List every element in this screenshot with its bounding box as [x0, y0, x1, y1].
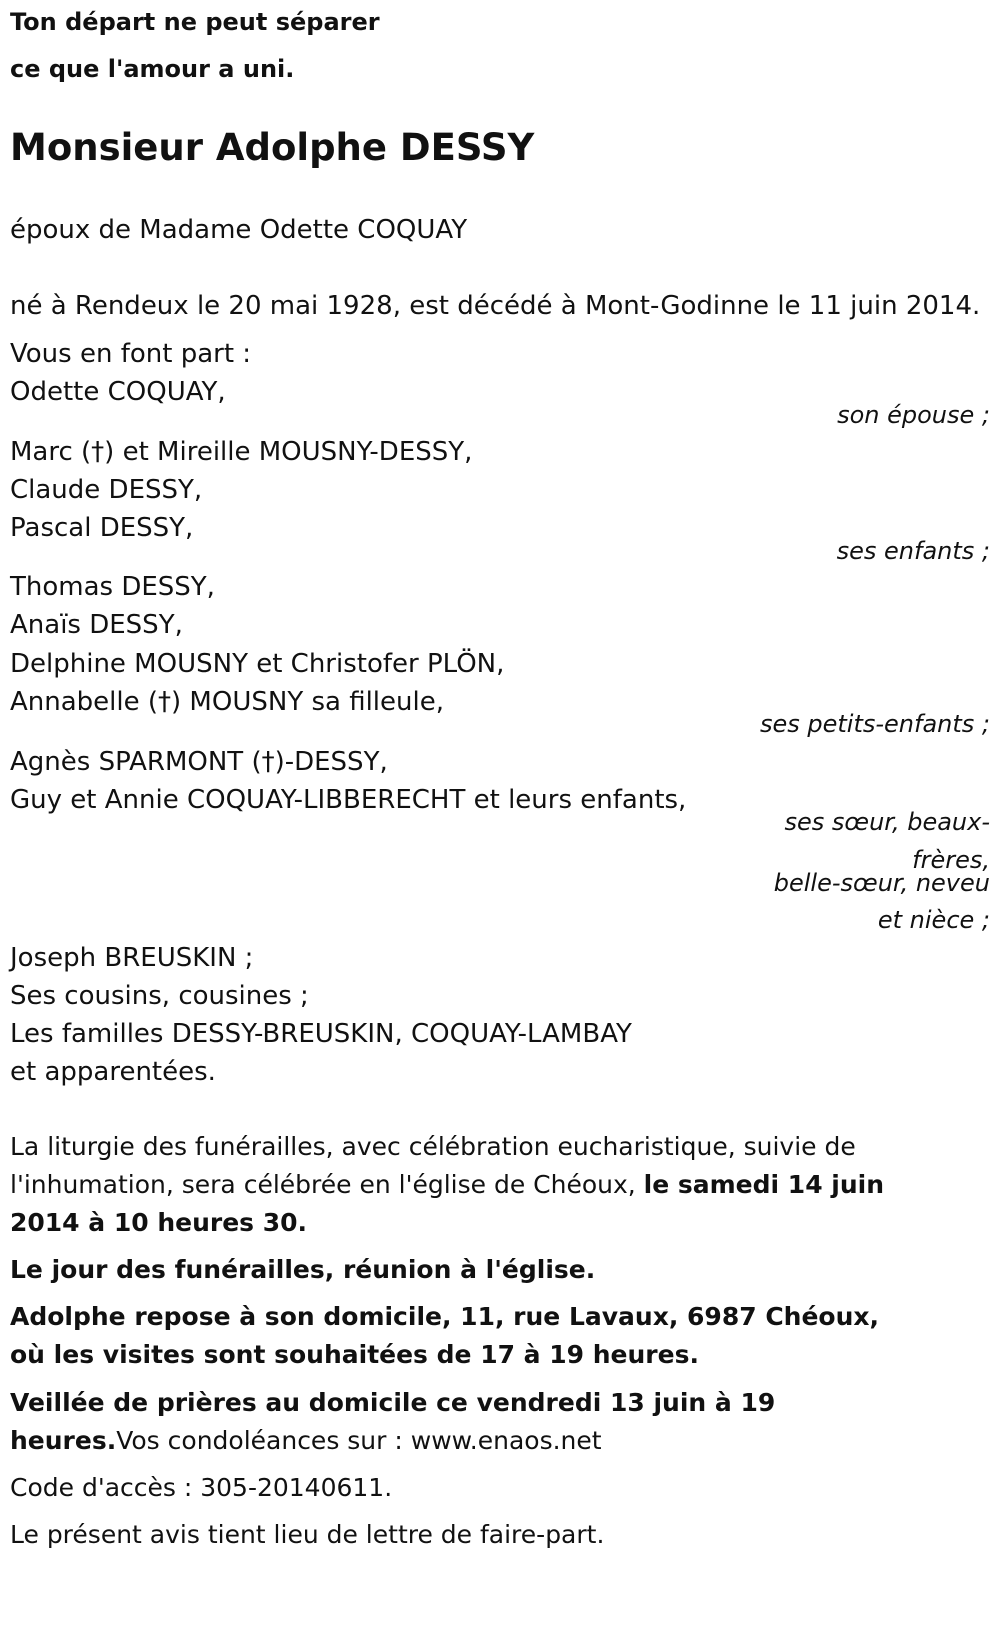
- other-family-line: Joseph BREUSKIN ;: [10, 943, 254, 973]
- epigraph-line-1: Ton départ ne peut séparer: [10, 8, 380, 36]
- family-name: Thomas DESSY,: [10, 572, 215, 602]
- liturgy-text: La liturgie des funérailles, avec célébration eucharistique, suivie de l'inhumation, sera célébrée en l'église de Chéoux,: [10, 1132, 856, 1199]
- family-name: Agnès SPARMONT (†)-DESSY,: [10, 747, 388, 777]
- announce-intro: Vous en font part :: [10, 339, 252, 369]
- relation-label: ses petits-enfants ;: [759, 710, 990, 738]
- relation-label: ses enfants ;: [836, 537, 990, 565]
- relation-label: ses sœur, beaux-: [784, 808, 990, 836]
- other-family-line: Ses cousins, cousines ;: [10, 981, 309, 1011]
- notice-line: Le présent avis tient lieu de lettre de faire-part.: [10, 1520, 605, 1549]
- relation-label: frères,: [912, 846, 990, 874]
- access-code: Code d'accès : 305-20140611.: [10, 1473, 393, 1502]
- relation-label: et nièce ;: [877, 906, 990, 934]
- liturgy-paragraph: [10, 1128, 940, 1242]
- family-name: Guy et Annie COQUAY-LIBBERECHT et leurs enfants,: [10, 785, 687, 815]
- family-name: Anaïs DESSY,: [10, 610, 183, 640]
- other-family-line: Les familles DESSY-BREUSKIN, COQUAY-LAMBAY: [10, 1019, 632, 1049]
- rest-paragraph: Adolphe repose à son domicile, 11, rue Lavaux, 6987 Chéoux, où les visites sont souhaitées de 17 à 19 heures.: [10, 1302, 880, 1369]
- relation-label: son épouse ;: [837, 401, 990, 429]
- family-name: Claude DESSY,: [10, 475, 203, 505]
- family-name: Pascal DESSY,: [10, 513, 194, 543]
- relation-label: belle-sœur, neveu: [773, 869, 990, 897]
- deceased-name: Monsieur Adolphe DESSY: [10, 126, 535, 169]
- vigil-paragraph: [10, 1384, 910, 1460]
- birth-death-line: né à Rendeux le 20 mai 1928, est décédé à Mont-Godinne le 11 juin 2014.: [10, 291, 981, 321]
- vigil-bold: Veillée de prières au domicile ce vendredi 13 juin à 19 heures.: [10, 1388, 776, 1455]
- family-name: Annabelle (†) MOUSNY sa filleule,: [10, 687, 444, 717]
- liturgy-date: le samedi 14 juin 2014 à 10 heures 30.: [10, 1170, 885, 1237]
- epigraph-line-2: ce que l'amour a uni.: [10, 55, 295, 83]
- spouse-line: époux de Madame Odette COQUAY: [10, 215, 468, 245]
- family-name: Marc (†) et Mireille MOUSNY-DESSY,: [10, 437, 473, 467]
- family-name: Delphine MOUSNY et Christofer PLÖN,: [10, 649, 505, 679]
- family-name: Odette COQUAY,: [10, 377, 226, 407]
- vigil-rest: Vos condoléances sur : www.enaos.net: [116, 1426, 602, 1455]
- other-family-line: et apparentées.: [10, 1057, 216, 1087]
- meeting-line: Le jour des funérailles, réunion à l'église.: [10, 1255, 596, 1284]
